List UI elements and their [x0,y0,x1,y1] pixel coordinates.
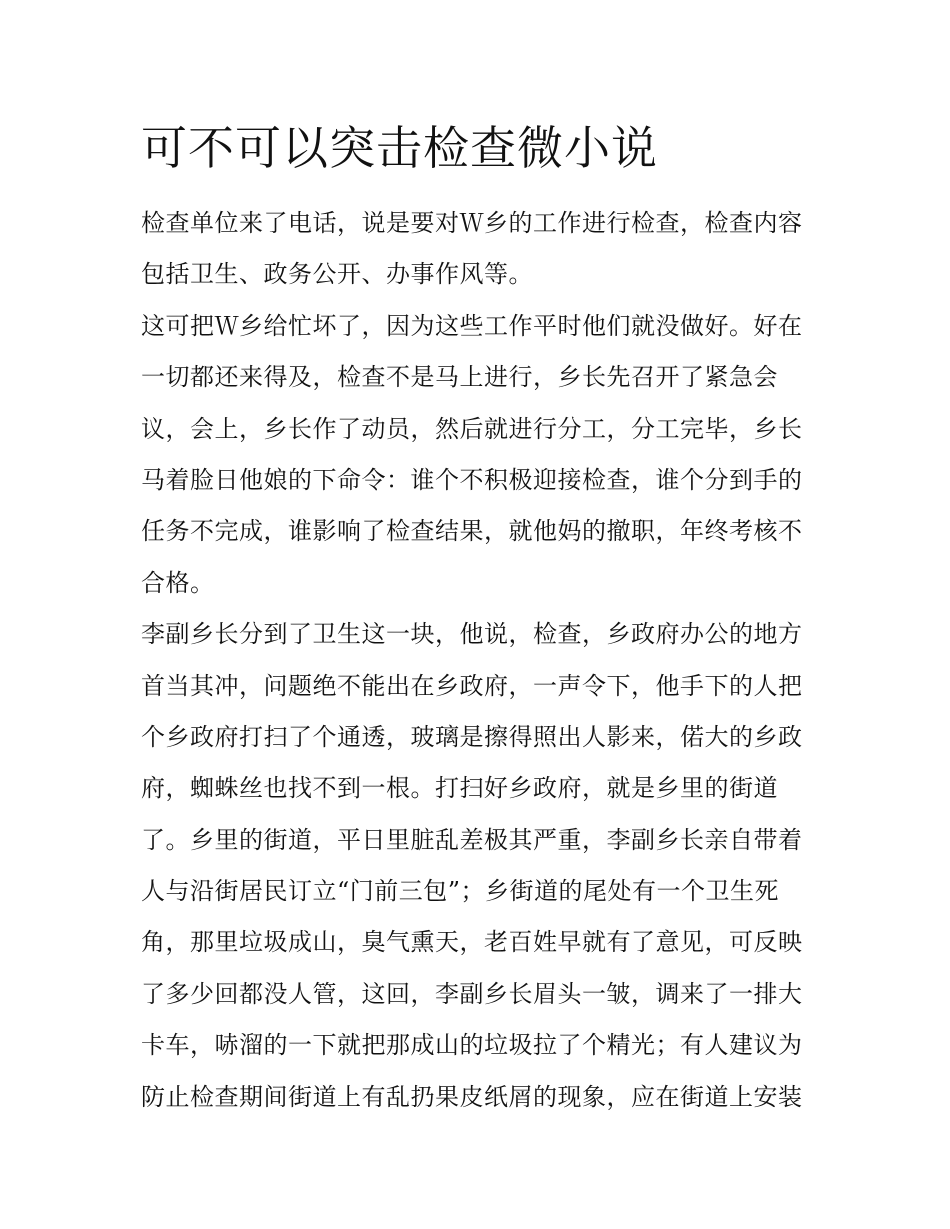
text-line-13: 了。乡里的街道，平日里脏乱差极其严重，李副乡长亲自带着 [141,825,803,854]
document-title: 可不可以突击检查微小说 [141,121,658,175]
text-line-12: 府，蜘蛛丝也找不到一根。打扫好乡政府，就是乡里的街道 [141,774,778,803]
text-line-17: 卡车，哧溜的一下就把那成山的垃圾拉了个精光；有人建议为 [141,1031,803,1060]
text-line-11: 个乡政府打扫了个通透，玻璃是擦得照出人影来，偌大的乡政 [141,722,803,751]
text-line-1: 检查单位来了电话，说是要对Ｗ乡的工作进行检查，检查内容 [141,209,803,237]
text-line-3: 这可把Ｗ乡给忙坏了，因为这些工作平时他们就没做好。好在 [141,311,803,340]
text-line-18: 防止检查期间街道上有乱扔果皮纸屑的现象，应在街道上安装 [141,1082,803,1111]
document-body [141,198,821,1123]
text-line-16: 了多少回都没人管，这回，李副乡长眉头一皱，调来了一排大 [141,979,803,1008]
text-line-15: 角，那里垃圾成山，臭气熏天，老百姓早就有了意见，可反映 [141,928,803,957]
text-line-4: 一切都还来得及，检查不是马上进行，乡长先召开了紧急会 [141,363,778,392]
text-line-14: 人与沿街居民订立“门前三包”；乡街道的尾处有一个卫生死 [141,877,780,906]
text-line-7: 任务不完成，谁影响了检查结果，就他妈的撤职，年终考核不 [141,517,803,546]
text-line-5: 议，会上，乡长作了动员，然后就进行分工，分工完毕，乡长 [141,414,803,443]
text-line-8: 合格。 [141,568,215,597]
text-line-9: 李副乡长分到了卫生这一块，他说，检查，乡政府办公的地方 [141,620,803,649]
text-line-6: 马着脸日他娘的下命令：谁个不积极迎接检查，谁个分到手的 [141,465,803,494]
text-line-2: 包括卫生、政务公开、办事作风等。 [141,260,533,289]
text-line-10: 首当其冲，问题绝不能出在乡政府，一声令下，他手下的人把 [141,671,803,700]
